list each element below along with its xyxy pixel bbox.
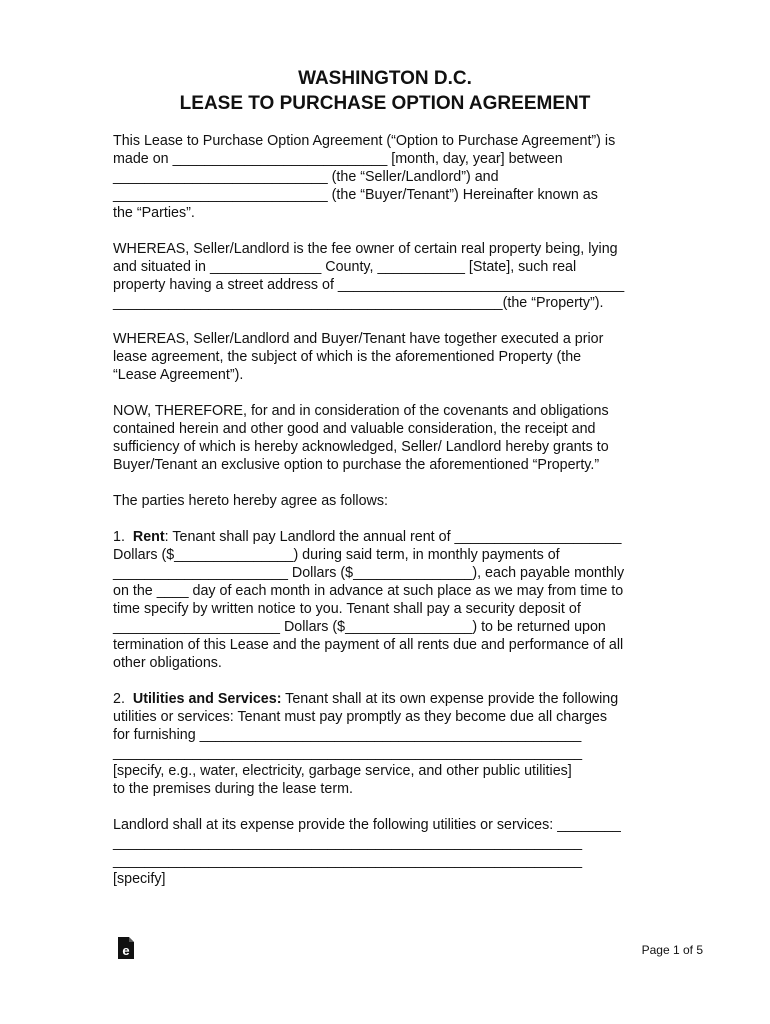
svg-text:e: e <box>122 943 130 958</box>
landlord-line: [specify] <box>113 871 166 887</box>
rent-first-line-text: : Tenant shall pay Landlord the annual rent of _____________________ <box>164 529 622 545</box>
whereas-line: WHEREAS, Seller/Landlord and Buyer/Tenant have together executed a prior <box>113 331 604 347</box>
title-line-1: WASHINGTON D.C. <box>298 68 472 89</box>
agree-statement: The parties hereto hereby agree as follows: <box>113 493 388 509</box>
eforms-logo-icon <box>117 936 135 960</box>
utilities-number: 2. <box>113 691 133 707</box>
utilities-first-line <box>113 690 673 708</box>
document-body <box>113 132 673 888</box>
now-therefore-paragraph <box>113 402 673 474</box>
now-therefore-line: sufficiency of which is hereby acknowledged, Seller/ Landlord hereby grants to <box>113 439 609 455</box>
rent-line: _____________________ Dollars ($________________) to be returned upon <box>113 619 606 635</box>
whereas-line: _________________________________________________(the “Property”). <box>113 295 604 311</box>
utilities-section <box>113 690 673 798</box>
utilities-line: for furnishing ________________________________________________ <box>113 727 582 743</box>
title-line-2: LEASE TO PURCHASE OPTION AGREEMENT <box>179 93 591 114</box>
intro-line: This Lease to Purchase Option Agreement (“Option to Purchase Agreement”) is <box>113 133 616 149</box>
whereas-property-paragraph <box>113 240 673 312</box>
rent-line: time specify by written notice to you. Tenant shall pay a security deposit of <box>113 601 581 617</box>
intro-line: the “Parties”. <box>113 205 195 221</box>
rent-number: 1. <box>113 529 133 545</box>
whereas-line: and situated in ______________ County, ___________ [State], such real <box>113 259 577 275</box>
now-therefore-line: NOW, THEREFORE, for and in consideration of the covenants and obligations <box>113 403 609 419</box>
now-therefore-line: Buyer/Tenant an exclusive option to purchase the aforementioned “Property.” <box>113 457 600 473</box>
utilities-line: [specify, e.g., water, electricity, garbage service, and other public utilities] <box>113 763 572 779</box>
intro-line: ___________________________ (the “Buyer/Tenant”) Hereinafter known as <box>113 187 598 203</box>
rent-line: Dollars ($_______________) during said term, in monthly payments of <box>113 547 560 563</box>
whereas-line: property having a street address of ____________________________________ <box>113 277 625 293</box>
utilities-line: ___________________________________________________________ <box>113 745 583 761</box>
rent-section <box>113 528 673 672</box>
utilities-first-line-text: Tenant shall at its own expense provide the following <box>281 691 619 707</box>
page-number: Page 1 of 5 <box>641 943 703 957</box>
landlord-line: ___________________________________________________________ <box>113 835 583 851</box>
rent-heading: Rent <box>132 529 165 545</box>
whereas-line: WHEREAS, Seller/Landlord is the fee owner of certain real property being, lying <box>113 241 618 257</box>
rent-line: termination of this Lease and the payment of all rents due and performance of all <box>113 637 624 653</box>
utilities-line: utilities or services: Tenant must pay promptly as they become due all charges <box>113 709 608 725</box>
whereas-line: lease agreement, the subject of which is the aforementioned Property (the <box>113 349 582 365</box>
rent-line: other obligations. <box>113 655 222 671</box>
intro-line: made on ___________________________ [month, day, year] between <box>113 151 563 167</box>
landlord-line: ___________________________________________________________ <box>113 853 583 869</box>
rent-first-line <box>113 528 673 546</box>
landlord-line: Landlord shall at its expense provide the following utilities or services: ________ <box>113 817 621 833</box>
intro-line: ___________________________ (the “Seller/Landlord”) and <box>113 169 499 185</box>
rent-line: on the ____ day of each month in advance at such place as we may from time to <box>113 583 624 599</box>
whereas-line: “Lease Agreement”). <box>113 367 244 383</box>
landlord-utilities-paragraph <box>113 816 673 888</box>
rent-line: ______________________ Dollars ($_______________), each payable monthly <box>113 565 625 581</box>
now-therefore-line: contained herein and other good and valuable consideration, the receipt and <box>113 421 596 437</box>
utilities-heading: Utilities and Services: <box>132 691 282 707</box>
utilities-line: to the premises during the lease term. <box>113 781 353 797</box>
intro-paragraph <box>113 132 673 222</box>
whereas-lease-paragraph <box>113 330 673 384</box>
